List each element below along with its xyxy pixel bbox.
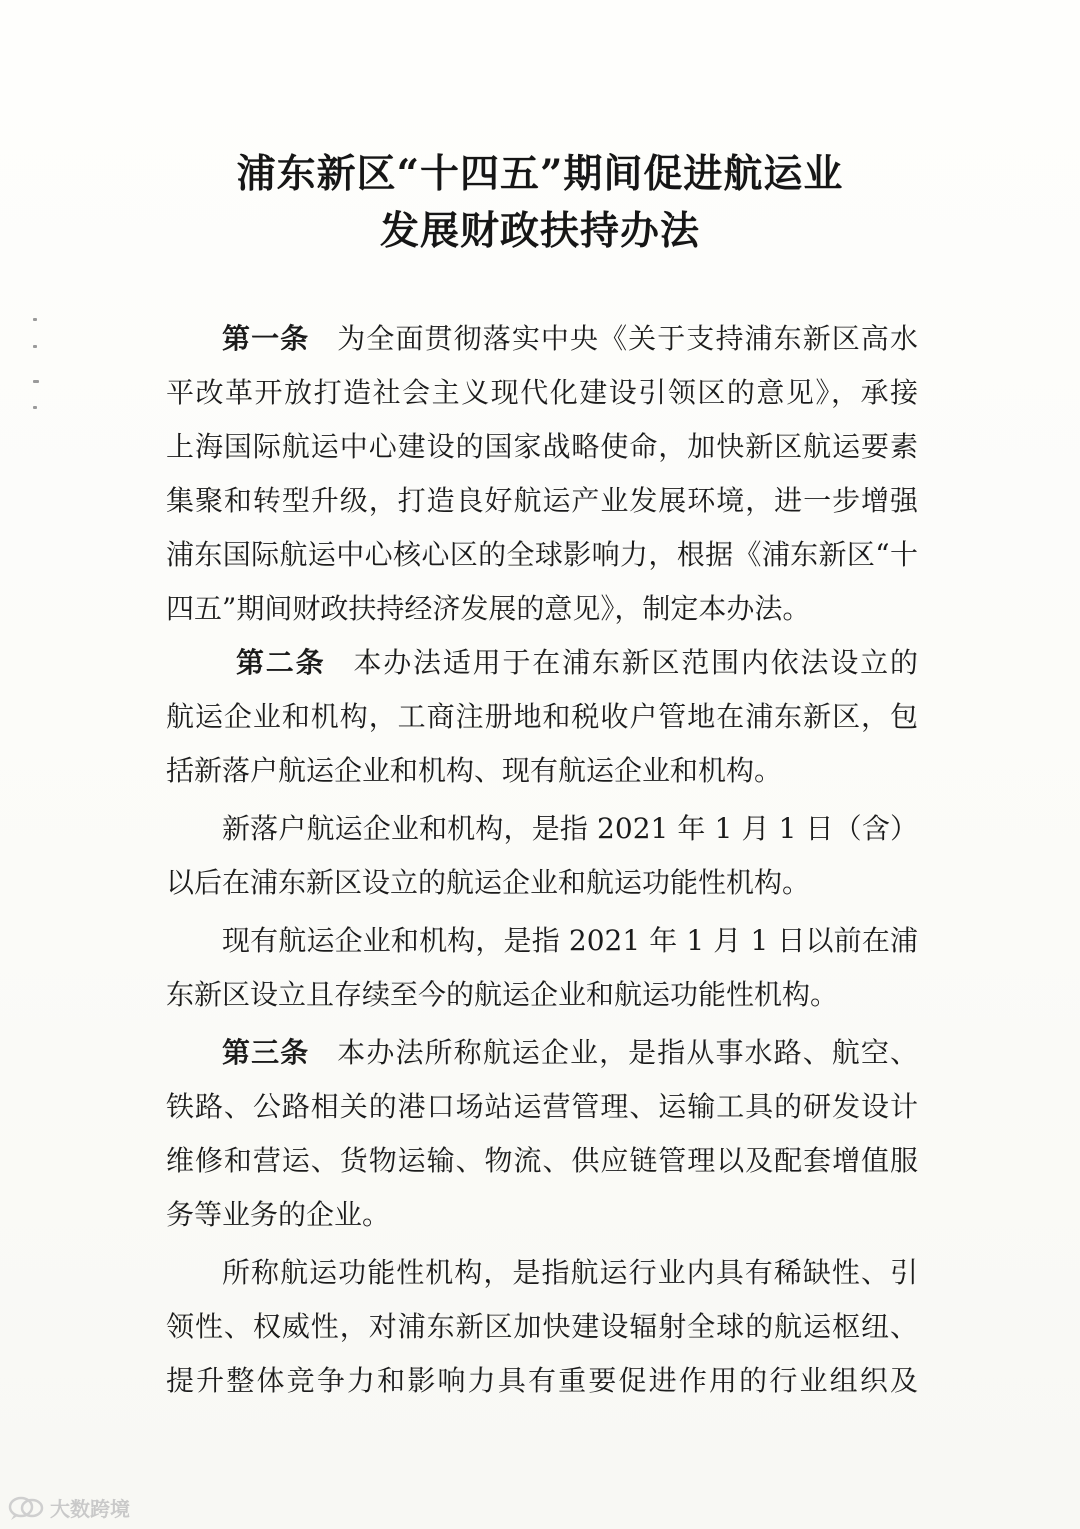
- document-title-line-1: 浦东新区“十四五”期间促进航运业: [236, 151, 844, 197]
- article-3-paragraph-2-line: 所称航运功能性机构，是指航运行业内具有稀缺性、引: [222, 1256, 918, 1289]
- watermark-text: 大数跨境: [50, 1497, 130, 1521]
- article-3-text: 本办法所称航运企业，是指从事水路、航空、: [337, 1036, 918, 1069]
- article-3-line: 维修和营运、货物运输、物流、供应链管理以及配套增值服: [166, 1144, 918, 1177]
- article-2-line: [166, 636, 918, 690]
- scan-artifact: [33, 406, 37, 409]
- article-2-line: 括新落户航运企业和机构、现有航运企业和机构。: [166, 754, 783, 787]
- document-title-line-2: 发展财政扶持办法: [379, 208, 700, 254]
- article-2-text: 本办法适用于在浦东新区范围内依法设立的: [353, 646, 918, 679]
- article-2-paragraph-2-line: 以后在浦东新区设立的航运企业和航运功能性机构。: [166, 866, 811, 899]
- article-2-line: 航运企业和机构，工商注册地和税收户管地在浦东新区，包: [166, 700, 918, 733]
- article-1-text: 为全面贯彻落实中央《关于支持浦东新区高水: [337, 322, 918, 355]
- article-2-paragraph-3-line: 现有航运企业和机构，是指 2021 年 1 月 1 日以前在浦: [222, 924, 918, 957]
- scan-artifact: [33, 380, 39, 383]
- article-1-term: 第一条: [222, 322, 310, 355]
- article-3-paragraph-2-line: 提升整体竞争力和影响力具有重要促进作用的行业组织及: [166, 1364, 918, 1397]
- watermark: [8, 1493, 130, 1522]
- article-1-line: 集聚和转型升级，打造良好航运产业发展环境，进一步增强: [166, 484, 918, 517]
- article-2-paragraph-2-line: 新落户航运企业和机构，是指 2021 年 1 月 1 日（含）: [222, 812, 918, 845]
- article-3-line: 铁路、公路相关的港口场站运营管理、运输工具的研发设计: [166, 1090, 918, 1123]
- scan-artifact: [33, 318, 37, 321]
- document-body: [166, 312, 918, 1408]
- article-1-line: 浦东国际航运中心核心区的全球影响力，根据《浦东新区“十: [166, 538, 918, 571]
- article-1-line: 上海国际航运中心建设的国家战略使命，加快新区航运要素: [166, 430, 918, 463]
- article-3-term: 第三条: [222, 1036, 310, 1069]
- article-1-line: 平改革开放打造社会主义现代化建设引领区的意见》，承接: [166, 376, 918, 409]
- article-2-paragraph-3-line: 东新区设立且存续至今的航运企业和航运功能性机构。: [166, 978, 839, 1011]
- article-1-line: [166, 312, 918, 366]
- article-3-line: [166, 1026, 918, 1080]
- article-3-paragraph-2-line: 领性、权威性，对浦东新区加快建设辐射全球的航运枢纽、: [166, 1310, 918, 1343]
- article-3-line: 务等业务的企业。: [166, 1198, 391, 1231]
- article-1-line: 四五”期间财政扶持经济发展的意见》，制定本办法。: [166, 592, 811, 625]
- chat-bubble-logo-icon: [8, 1495, 44, 1521]
- scan-artifact: [33, 345, 37, 348]
- article-2-term: 第二条: [236, 646, 326, 679]
